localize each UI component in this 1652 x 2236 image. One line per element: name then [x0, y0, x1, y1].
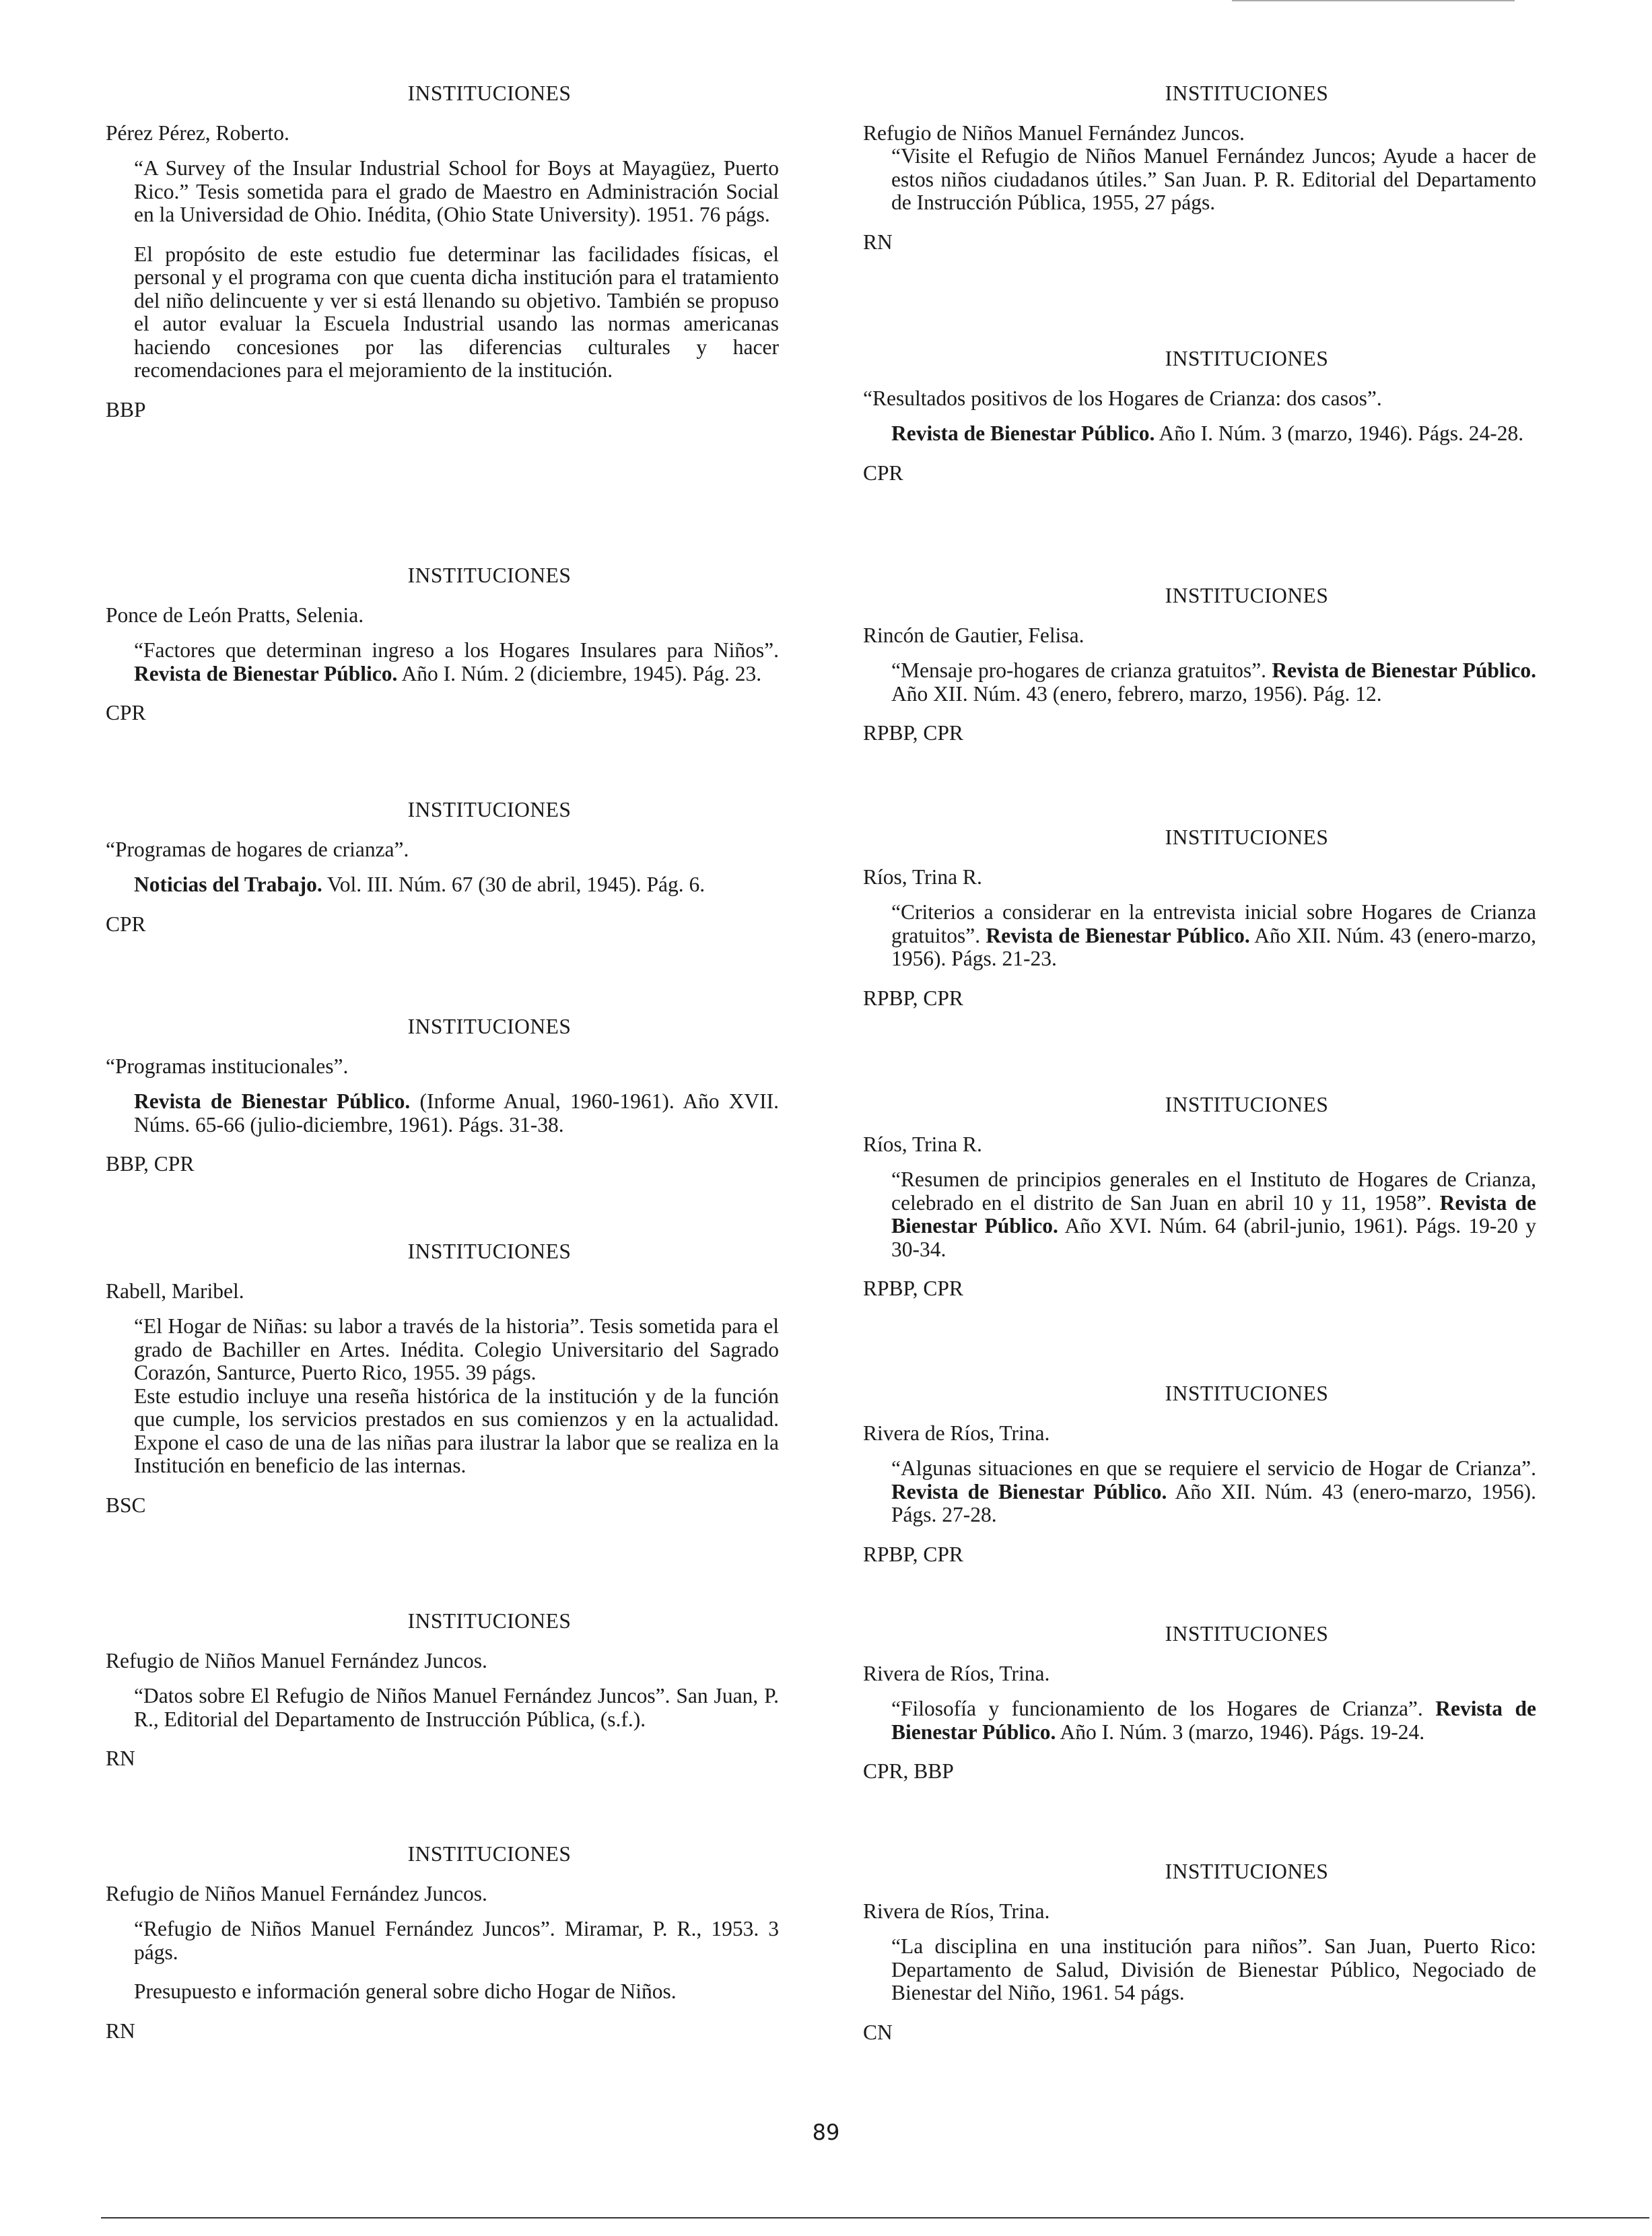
entry-author: Pérez Pérez, Roberto. [106, 121, 289, 145]
citation-text: “El Hogar de Niñas: su labor a través de la historia”. Tesis sometida para el grado de Bachiller en Artes. Inédita. Colegio Universitario del Sagrado Corazón, Santurce, Puerto Rico, 1955. 39 págs. [134, 1314, 779, 1384]
entry-location: CPR [106, 912, 146, 936]
entry-citation [891, 1697, 1536, 1744]
entry-author: Ponce de León Pratts, Selenia. [106, 603, 364, 627]
citation-details: (Informe Anual, 1960-1961). Año XVII. Núms. 65-66 (julio-diciembre, 1961). Págs. 31-38. [134, 1089, 779, 1137]
citation-details: Año I. Núm. 3 (marzo, 1946). Págs. 19-24. [1056, 1720, 1425, 1744]
entry-left-1 [106, 82, 779, 421]
entry-left-6 [106, 1610, 779, 1771]
entry-citation [891, 1168, 1536, 1261]
entry-heading: INSTITUCIONES [1165, 81, 1329, 105]
entry-location: RPBP, CPR [863, 721, 963, 745]
bottom-rule [101, 2217, 1649, 2218]
entry-left-3 [106, 799, 779, 936]
citation-text: “Visite el Refugio de Niños Manuel Fernández Juncos; Ayude a hacer de estos niños ciudadanos útiles.” San Juan. P. R. Editorial del Departamento de Instrucción Pública, 1955, 27 págs. [891, 144, 1536, 214]
entry-location: RN [106, 2019, 135, 2043]
entry-right-7 [863, 1623, 1536, 1784]
citation-text: “Filosofía y funcionamiento de los Hogares de Crianza”. [891, 1697, 1436, 1720]
entry-author: Rivera de Ríos, Trina. [863, 1661, 1050, 1685]
entry-location: CPR [863, 461, 903, 485]
entry-author: Rivera de Ríos, Trina. [863, 1899, 1050, 1923]
entry-right-3 [863, 584, 1536, 745]
citation-text: “Algunas situaciones en que se requiere el servicio de Hogar de Crianza”. [891, 1456, 1536, 1480]
entry-heading: INSTITUCIONES [1165, 1382, 1329, 1405]
entry-annotation: Presupuesto e información general sobre dicho Hogar de Niños. [134, 1979, 677, 2003]
entry-author: Rabell, Maribel. [106, 1279, 244, 1303]
citation-journal: Revista de Bienestar Público. [134, 661, 398, 685]
entry-location: CPR [106, 701, 146, 724]
entry-right-1 [863, 82, 1536, 254]
top-edge-rule [1232, 0, 1515, 1]
citation-journal: Revista de Bienestar Público. [891, 1190, 1537, 1238]
citation-journal: Revista de Bienestar Público. [134, 1089, 411, 1113]
entry-heading: INSTITUCIONES [1165, 1860, 1329, 1883]
citation-text: “Refugio de Niños Manuel Fernández Juncos”. Miramar, P. R., 1953. 3 págs. [134, 1917, 779, 1964]
entry-heading: INSTITUCIONES [1165, 825, 1329, 849]
entry-heading: INSTITUCIONES [407, 1842, 572, 1866]
citation-journal: Revista de Bienestar Público. [986, 923, 1250, 947]
entry-left-7 [106, 1843, 779, 2043]
citation-text: “A Survey of the Insular Industrial School for Boys at Mayagüez, Puerto Rico.” Tesis sometida para el grado de Maestro en Administración Social en la Universidad de Ohio. Inédita, (Ohio State University). 1951. 76 págs. [134, 156, 779, 226]
entry-location: RPBP, CPR [863, 1277, 963, 1300]
citation-text: “Resumen de principios generales en el Instituto de Hogares de Crianza, celebrado en el distrito de San Juan en abril 10 y 11, 1958”. [891, 1167, 1536, 1215]
entry-author: “Resultados positivos de los Hogares de Crianza: dos casos”. [863, 386, 1382, 410]
entry-annotation: Este estudio incluye una reseña histórica de la institución y de la función que cumple, los servicios prestados en sus comienzos y en la actualidad. Expone el caso de una de las niñas para ilustrar la labor que se realiza en la Institución en beneficio de las internas. [134, 1384, 779, 1477]
entry-location: BBP, CPR [106, 1152, 195, 1176]
entry-author: “Programas de hogares de crianza”. [106, 837, 409, 861]
citation-journal: Revista de Bienestar Público. [1272, 658, 1536, 682]
entry-citation [891, 1457, 1536, 1527]
entry-author: “Programas institucionales”. [106, 1054, 349, 1078]
entry-citation [134, 1090, 779, 1137]
entry-citation [134, 1918, 779, 1964]
entry-heading: INSTITUCIONES [1165, 1093, 1329, 1116]
entry-author: Rincón de Gautier, Felisa. [863, 623, 1085, 647]
entry-citation [891, 901, 1536, 971]
entry-left-2 [106, 564, 779, 725]
citation-text: “Mensaje pro-hogares de crianza gratuitos”. [891, 658, 1272, 682]
citation-journal: Noticias del Trabajo. [134, 873, 322, 896]
entry-heading: INSTITUCIONES [1165, 347, 1329, 370]
entry-citation [134, 157, 779, 227]
entry-annotation: El propósito de este estudio fue determinar las facilidades físicas, el personal y el programa con que cuenta dicha institución para el tratamiento del niño delincuente y ver si está llenando su objetivo. También se propuso el autor evaluar la Escuela Industrial usando las normas americanas haciendo concesiones por las diferencias culturales y hacer recomendaciones para el mejoramiento de la institución. [134, 242, 779, 382]
entry-location: CN [863, 2020, 893, 2044]
entry-location: CPR, BBP [863, 1759, 954, 1783]
citation-journal: Revista de Bienestar Público. [891, 1697, 1536, 1744]
citation-text: “La disciplina en una institución para niños”. San Juan, Puerto Rico: Departamento de Salud, División de Bienestar Público, Negociado de Bienestar del Niño, 1961. 54 págs. [891, 1934, 1536, 2004]
citation-journal: Revista de Bienestar Público. [891, 421, 1155, 445]
citation-journal: Revista de Bienestar Público. [891, 1479, 1167, 1503]
citation-details: Año XII. Núm. 43 (enero-marzo, 1956). Págs. 21-23. [891, 923, 1536, 970]
citation-details: Año I. Núm. 2 (diciembre, 1945). Pág. 23. [397, 661, 762, 685]
entry-location: RN [106, 1747, 135, 1770]
entry-author: Ríos, Trina R. [863, 1132, 982, 1156]
citation-text: “Criterios a considerar en la entrevista inicial sobre Hogares de Crianza gratuitos”. [891, 900, 1536, 947]
entry-location: BSC [106, 1493, 146, 1517]
entry-right-8 [863, 1860, 1536, 2044]
entry-right-6 [863, 1382, 1536, 1566]
entry-right-5 [863, 1093, 1536, 1301]
entry-left-5 [106, 1240, 779, 1517]
entry-location: RN [863, 230, 893, 254]
citation-details: Año I. Núm. 3 (marzo, 1946). Págs. 24-28. [1155, 421, 1524, 445]
entry-citation [891, 145, 1536, 215]
entry-citation [134, 639, 779, 685]
entry-location: BBP [106, 397, 146, 421]
entry-location: RPBP, CPR [863, 986, 963, 1010]
citation-details: Año XII. Núm. 43 (enero-marzo, 1956). Págs. 27-28. [891, 1479, 1536, 1526]
entry-left-4 [106, 1015, 779, 1176]
entry-author: Ríos, Trina R. [863, 865, 982, 889]
citation-details: Año XII. Núm. 43 (enero, febrero, marzo, 1956). Pág. 12. [891, 681, 1382, 706]
citation-text: “Datos sobre El Refugio de Niños Manuel Fernández Juncos”. San Juan, P. R., Editorial del Departamento de Instrucción Pública, (s.f.). [134, 1684, 779, 1731]
entry-right-4 [863, 826, 1536, 1010]
entry-heading: INSTITUCIONES [407, 1609, 572, 1633]
entry-author: Refugio de Niños Manuel Fernández Juncos. [106, 1881, 487, 1905]
page-number: 89 [812, 2120, 840, 2145]
entry-heading: INSTITUCIONES [1165, 1622, 1329, 1646]
entry-citation [134, 873, 779, 897]
entry-author: Refugio de Niños Manuel Fernández Juncos. [106, 1648, 487, 1672]
citation-details: Año XVI. Núm. 64 (abril-junio, 1961). Págs. 19-20 y 30-34. [891, 1214, 1536, 1261]
entry-heading: INSTITUCIONES [1165, 584, 1329, 607]
entry-citation [891, 1935, 1536, 2005]
entry-heading: INSTITUCIONES [407, 564, 572, 587]
entry-citation [891, 659, 1536, 706]
citation-details: Vol. III. Núm. 67 (30 de abril, 1945). Pág. 6. [322, 873, 705, 896]
entry-citation [891, 422, 1536, 446]
entry-heading: INSTITUCIONES [407, 1015, 572, 1038]
entry-heading: INSTITUCIONES [407, 798, 572, 821]
entry-citation [134, 1685, 779, 1731]
entry-location: RPBP, CPR [863, 1542, 963, 1566]
entry-author: Rivera de Ríos, Trina. [863, 1421, 1050, 1445]
entry-right-2 [863, 347, 1536, 485]
citation-text: “Factores que determinan ingreso a los Hogares Insulares para Niños”. [134, 638, 779, 662]
entry-heading: INSTITUCIONES [407, 81, 572, 105]
entry-heading: INSTITUCIONES [407, 1240, 572, 1263]
entry-author: Refugio de Niños Manuel Fernández Juncos. [863, 121, 1245, 145]
entry-citation [134, 1315, 779, 1385]
